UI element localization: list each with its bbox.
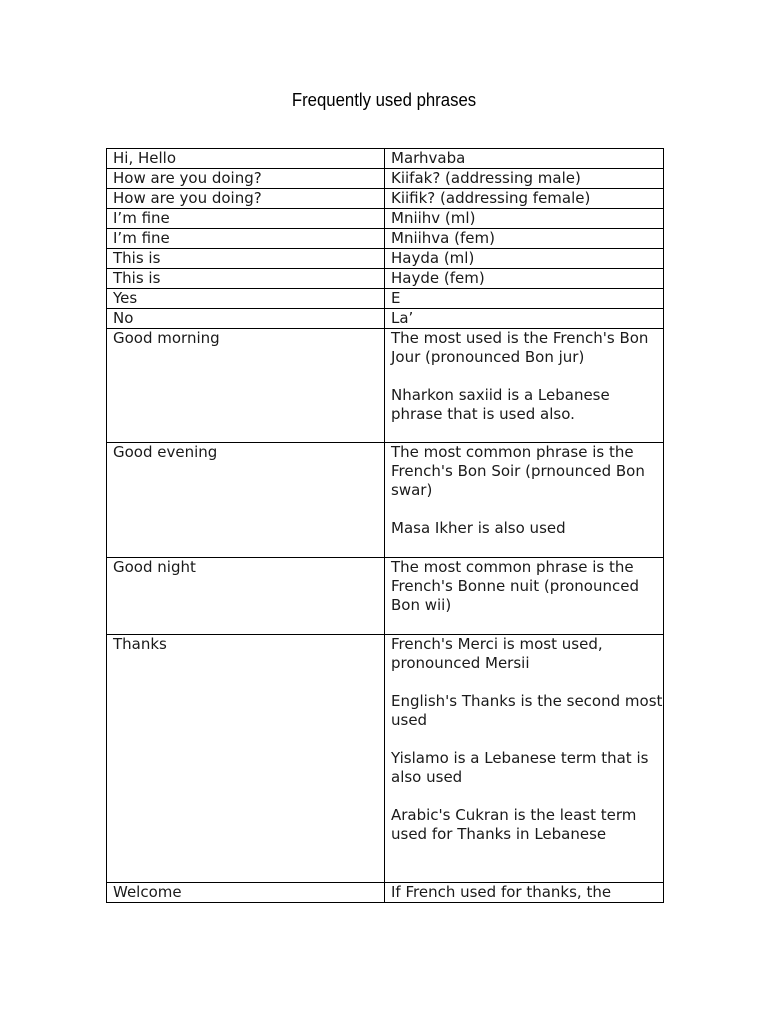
phrase-paragraph: English's Thanks is the second most used — [391, 691, 663, 729]
phrase-paragraph: If French used for thanks, the — [391, 882, 612, 901]
table-row — [107, 882, 664, 902]
lebanese-phrase-cell — [385, 329, 664, 443]
phrases-table-body — [107, 149, 664, 903]
table-row — [107, 329, 664, 443]
phrase-paragraph: Arabic's Cukran is the least term used for Thanks in Lebanese — [391, 805, 637, 843]
lebanese-phrase-cell — [385, 882, 664, 902]
table-row — [107, 557, 664, 634]
lebanese-phrase-cell — [385, 634, 664, 882]
phrase-paragraph: Hayda (ml) — [391, 249, 475, 267]
lebanese-phrase-cell — [385, 289, 664, 309]
english-phrase-cell: How are you doing? — [107, 189, 385, 209]
phrase-paragraph: Mniihv (ml) — [391, 209, 476, 227]
phrase-paragraph: E — [391, 289, 401, 307]
lebanese-phrase-cell — [385, 443, 664, 558]
phrases-table — [106, 148, 664, 903]
phrase-paragraph: Kiifik? (addressing female) — [391, 189, 591, 207]
phrase-paragraph: La’ — [391, 309, 414, 327]
table-row — [107, 149, 664, 169]
table-row — [107, 229, 664, 249]
table-row — [107, 309, 664, 329]
phrase-paragraph: French's Merci is most used, pronounced Mersii — [391, 634, 603, 672]
english-phrase-cell: This is — [107, 249, 385, 269]
lebanese-phrase-cell — [385, 169, 664, 189]
document-title: Frequently used phrases — [291, 90, 477, 110]
phrase-paragraph: Yislamo is a Lebanese term that is also used — [391, 748, 649, 786]
table-row — [107, 634, 664, 882]
english-phrase-cell: How are you doing? — [107, 169, 385, 189]
english-phrase-cell: No — [107, 309, 385, 329]
lebanese-phrase-cell — [385, 189, 664, 209]
table-row — [107, 209, 664, 229]
table-row — [107, 269, 664, 289]
english-phrase-cell: I’m fine — [107, 229, 385, 249]
phrase-paragraph: Hayde (fem) — [391, 269, 485, 287]
phrase-paragraph: The most common phrase is the French's Bon Soir (prnounced Bon swar) — [391, 443, 645, 499]
english-phrase-cell: Thanks — [107, 634, 385, 882]
phrase-paragraph: The most used is the French's Bon Jour (pronounced Bon jur) — [391, 329, 649, 366]
table-row — [107, 443, 664, 558]
phrase-paragraph: Mniihva (fem) — [391, 229, 495, 247]
english-phrase-cell: I’m fine — [107, 209, 385, 229]
phrase-paragraph: Nharkon saxiid is a Lebanese phrase that is used also. — [391, 386, 610, 423]
lebanese-phrase-cell — [385, 209, 664, 229]
table-row — [107, 289, 664, 309]
lebanese-phrase-cell — [385, 249, 664, 269]
english-phrase-cell: Good evening — [107, 443, 385, 558]
phrase-paragraph: Marhvaba — [391, 149, 466, 167]
phrase-paragraph: Kiifak? (addressing male) — [391, 169, 581, 187]
lebanese-phrase-cell — [385, 309, 664, 329]
table-row — [107, 169, 664, 189]
english-phrase-cell: Good morning — [107, 329, 385, 443]
table-row — [107, 189, 664, 209]
english-phrase-cell: Good night — [107, 557, 385, 634]
english-phrase-cell: Yes — [107, 289, 385, 309]
lebanese-phrase-cell — [385, 557, 664, 634]
english-phrase-cell: Hi, Hello — [107, 149, 385, 169]
table-row — [107, 249, 664, 269]
phrase-paragraph: The most common phrase is the French's Bonne nuit (pronounced Bon wii) — [391, 557, 639, 614]
phrase-paragraph: Masa Ikher is also used — [391, 519, 566, 537]
lebanese-phrase-cell — [385, 149, 664, 169]
english-phrase-cell: This is — [107, 269, 385, 289]
english-phrase-cell: Welcome — [107, 882, 385, 902]
lebanese-phrase-cell — [385, 269, 664, 289]
lebanese-phrase-cell — [385, 229, 664, 249]
